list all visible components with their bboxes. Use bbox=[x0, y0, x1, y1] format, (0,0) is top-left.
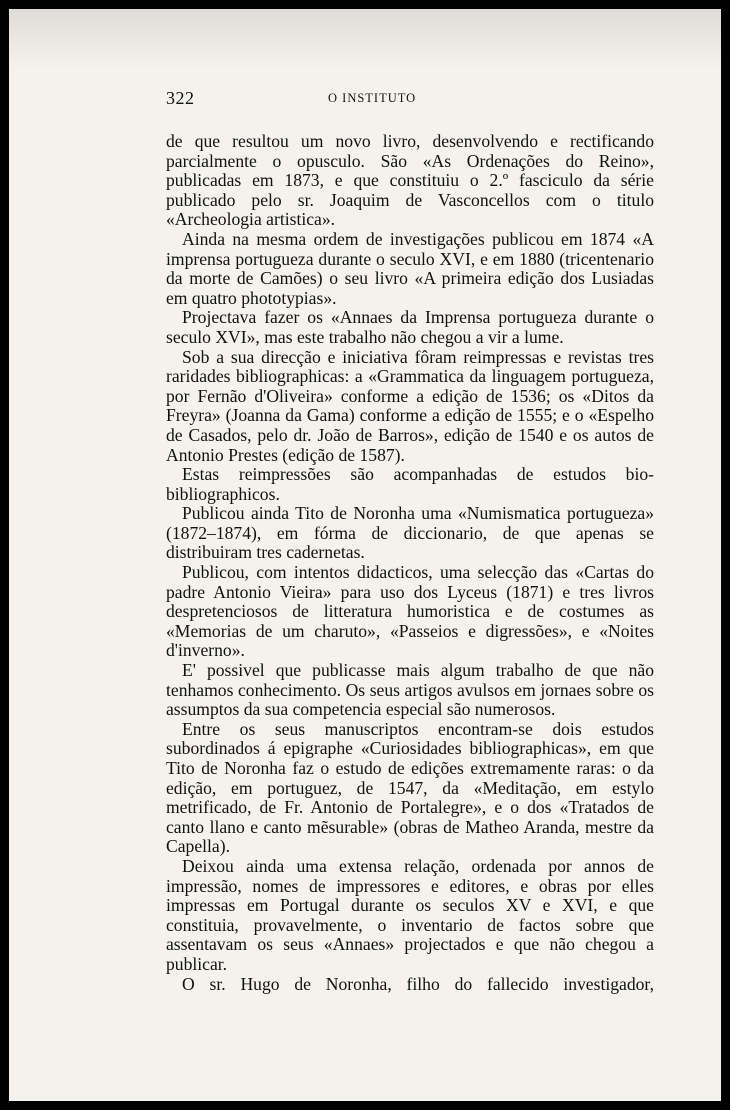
paragraph: O sr. Hugo de Noronha, filho do fallecido investigador, bbox=[182, 973, 654, 994]
paragraph: Ainda na mesma ordem de investigações publicou em 1874 «A imprensa portugueza durante o seculo XVI, e em 1880 (tricentenario da morte de Camões) o seu livro «A primeira edição dos Lusiadas em quatro phototypias». bbox=[166, 228, 654, 308]
paragraph: Sob a sua direcção e iniciativa fôram reimpressas e revistas tres raridades bibliographicas: a «Grammatica da linguagem portugueza, por Fernão d'Oliveira» conforme a edição de 1536; os «Ditos da Freyra» (Joanna da Gama) conforme a edição de 1555; e o «Espelho de Casados, pelo dr. João de Barros», edição de 1540 e os autos de Antonio Prestes (edição de 1587). bbox=[166, 346, 654, 465]
book-page bbox=[9, 9, 721, 1101]
page-number: 322 bbox=[166, 88, 195, 108]
page-header bbox=[166, 88, 666, 114]
paragraph: Projectava fazer os «Annaes da Imprensa portugueza durante o seculo XVI», mas este trabalho não chegou a vir a lume. bbox=[166, 307, 654, 347]
paragraph: E' possivel que publicasse mais algum trabalho de que não tenhamos conhecimento. Os seus artigos avulsos em jornaes sobre os assumptos da sua competencia especial são numerosos. bbox=[166, 660, 654, 720]
body-text bbox=[166, 132, 654, 994]
running-title: O INSTITUTO bbox=[328, 91, 417, 105]
paragraph: Publicou, com intentos didacticos, uma selecção das «Cartas do padre Antonio Vieira» para uso dos Lyceus (1871) e tres livros despretenciosos de litteratura humoristica e de costumes as «Memorias de um charuto», «Passeios e digressões», e «Noites d'inverno». bbox=[166, 562, 654, 661]
paragraph: Publicou ainda Tito de Noronha uma «Numismatica portugueza» (1872–1874), em fórma de diccionario, de que apenas se distribuiram tres cadernetas. bbox=[166, 503, 654, 563]
paragraph: Deixou ainda uma extensa relação, ordenada por annos de impressão, nomes de impressores e editores, e obras por elles impressas em Portugal durante os seculos XV e XVI, e que constituia, provavelmente, o inventario de factos sobre que assentavam os seus «Annaes» projectados e que não chegou a publicar. bbox=[166, 855, 654, 974]
paragraph: de que resultou um novo livro, desenvolvendo e rectificando parcialmente o opusculo. São «As Ordenações do Reino», publicadas em 1873, e que constituiu o 2.º fasciculo da série publicado pelo sr. Joaquim de Vasconcellos com o titulo «Archeologia artistica». bbox=[166, 131, 654, 230]
paragraph: Estas reimpressões são acompanhadas de estudos bio-bibliographicos. bbox=[166, 464, 654, 504]
paragraph: Entre os seus manuscriptos encontram-se dois estudos subordinados á epigraphe «Curiosidades bibliographicas», em que Tito de Noronha faz o estudo de edições extremamente raras: o da edição, em portuguez, de 1547, da «Meditação, em estylo metrificado, de Fr. Antonio de Portalegre», e o dos «Tratados de canto llano e canto mẽsurable» (obras de Matheo Aranda, mestre da Capella). bbox=[166, 718, 654, 857]
